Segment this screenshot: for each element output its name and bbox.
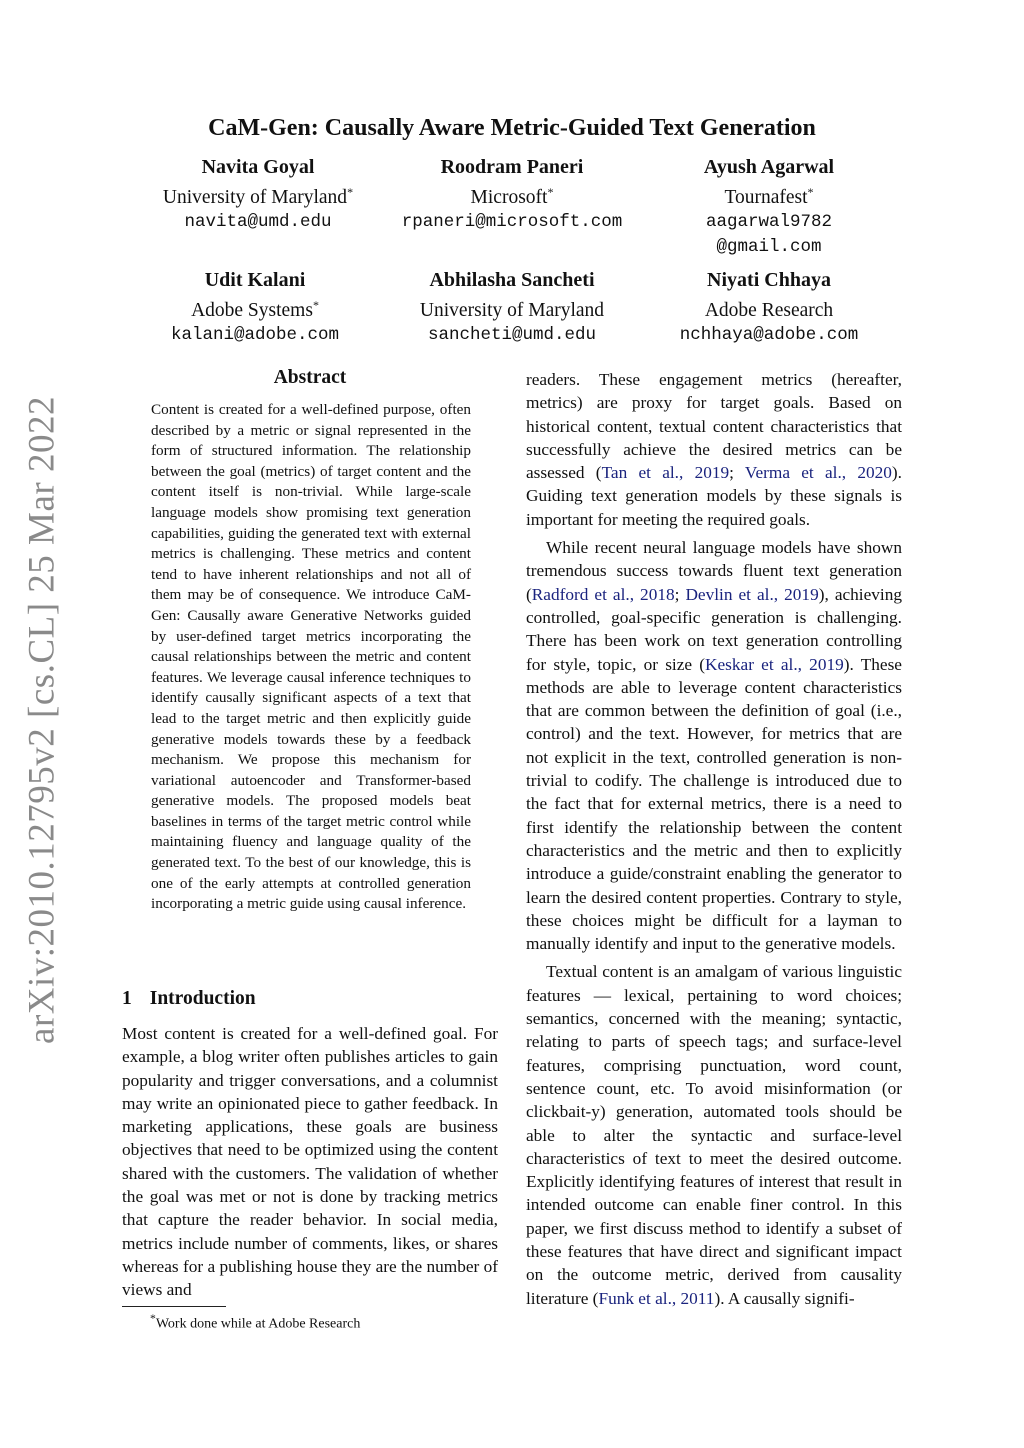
author-affiliation: University of Maryland* bbox=[162, 184, 354, 208]
author-name: Navita Goyal bbox=[201, 156, 315, 178]
author-block bbox=[362, 155, 662, 235]
intro-right-column bbox=[526, 368, 902, 1310]
intro-paragraph: Most content is created for a well-defined goal. For example, a blog writer often publishes articles to gain popularity and trigger conversations, and a columnist may write an opinionated piece to gather feedback. In marketing applications, these goals are business objectives that need to be optimized using the content shared with the customers. The validation of whether the goal was met or not is done by tracking metrics that capture the reader behavior. In social media, metrics include number of comments, likes, or shares whereas for a publishing house they are the number of views and bbox=[122, 1024, 498, 1300]
affiliation-marker: * bbox=[347, 184, 354, 199]
author-affiliation: Microsoft* bbox=[470, 184, 554, 208]
section-heading bbox=[122, 988, 256, 1010]
affiliation-marker: * bbox=[312, 297, 319, 312]
citation-link[interactable]: Funk et al., 2011 bbox=[598, 1288, 715, 1308]
footnote bbox=[150, 1312, 360, 1333]
section-number: 1 bbox=[122, 988, 132, 1009]
author-block bbox=[619, 155, 919, 259]
paper-title: CaM-Gen: Causally Aware Metric-Guided Text Generation bbox=[208, 115, 816, 141]
author-block bbox=[362, 268, 662, 348]
author-affiliation: University of Maryland bbox=[419, 299, 605, 321]
author-affiliation: Tournafest* bbox=[724, 184, 814, 208]
citation-link[interactable]: Verma et al., 2020 bbox=[744, 463, 892, 483]
author-email: navita@umd.edu bbox=[184, 212, 332, 232]
author-name: Roodram Paneri bbox=[440, 156, 584, 178]
author-affiliation: Adobe Research bbox=[704, 299, 834, 321]
author-email: sancheti@umd.edu bbox=[427, 325, 597, 345]
citation-link[interactable]: Radford et al., 2018 bbox=[531, 584, 675, 604]
section-title: Introduction bbox=[149, 988, 256, 1009]
abstract-text: Content is created for a well-defined purpose, often described by a metric or signal represented in the form of structured information. The relationship between the goal (metrics) of target content and the content itself is non-trivial. While large-scale language models show promising text generation capabilities, guiding the generated text with external metrics is challenging. These metrics and content tend to have inherent relationships and not all of them may be of consequence. We introduce CaM-Gen: Causally aware Generative Networks guided by user-defined target metrics incorporating the causal relationships between the metric and content features. We leverage causal inference techniques to identify causally significant aspects of a text that lead to the target metric and then explicitly guide generative models towards these by a feedback mechanism. We propose this mechanism for variational autoencoder and Transformer-based generative models. The proposed models beat baselines in terms of the target metric control while maintaining fluency and language quality of the generated text. To the best of our knowledge, this is one of the early attempts at controlled generation incorporating a metric guide using causal inference. bbox=[151, 401, 471, 913]
affiliation-marker: * bbox=[547, 184, 554, 199]
intro-left-column bbox=[122, 1022, 498, 1302]
author-affiliation: Adobe Systems* bbox=[191, 297, 319, 321]
author-name: Ayush Agarwal bbox=[703, 156, 835, 178]
abstract-heading: Abstract bbox=[273, 367, 347, 388]
author-name: Udit Kalani bbox=[204, 269, 306, 291]
intro-paragraph: readers. These engagement metrics (hereafter, metrics) are proxy for target goals. Based on historical content, textual content characteristics that successfully achieve the desired metrics can be assessed (Tan et al., 2019; Verma et al., 2020). Guiding text generation models by these signals is important for meeting the required goals. bbox=[526, 370, 902, 529]
author-block bbox=[105, 268, 405, 348]
footnote-marker: * bbox=[150, 1312, 156, 1325]
author-email: aagarwal9782 bbox=[705, 212, 833, 232]
intro-paragraph: While recent neural language models have shown tremendous success towards fluent text generation (Radford et al., 2018; Devlin et al., 2019), achieving controlled, goal-specific generation is challenging. There has been work on text generation controlling for style, topic, or size (Keskar et al., 2019). These methods are able to leverage content characteristics that are common between the definition of goal (i.e., control) and the text. However, for metrics that are not explicit in the text, controlled generation is non-trivial to codify. The challenge is introduced due to the fact that for external metrics, there is a need to first identify the relationship between the content characteristics and the metric and then to explicitly introduce a guide/constraint enabling the generator to learn the desired content properties. Contrary to style, these choices might be difficult for a layman to manually identify and input to the generative models. bbox=[526, 538, 902, 954]
footnote-text: Work done while at Adobe Research bbox=[155, 1316, 361, 1332]
author-email: rpaneri@microsoft.com bbox=[401, 212, 623, 232]
arxiv-identifier: arXiv:2010.12795v2 [cs.CL] 25 Mar 2022 bbox=[21, 396, 63, 1044]
intro-paragraph: Textual content is an amalgam of various linguistic features — lexical, pertaining to word choices; semantics, concerned with the meaning; syntactic, relating to parts of speech tags; and surface-level features, comprising punctuation, word count, sentence count, etc. To avoid misinformation (or clickbait-y) generation, automated tools should be able to alter the syntactic and surface-level characteristics of text to meet the desired outcome. Explicitly identifying features of interest that result in intended outcome can enable finer control. In this paper, we first discuss method to identify a subset of these features that have direct and significant impact on the outcome metric, derived from causality literature (Funk et al., 2011). A causally signifi- bbox=[526, 962, 902, 1308]
author-name: Abhilasha Sancheti bbox=[429, 269, 595, 291]
citation-link[interactable]: Keskar et al., 2019 bbox=[705, 654, 844, 674]
author-block bbox=[619, 268, 919, 348]
affiliation-marker: * bbox=[807, 184, 814, 199]
footnote-divider bbox=[122, 1306, 226, 1307]
citation-link[interactable]: Devlin et al., 2019 bbox=[685, 584, 819, 604]
author-email-continued: @gmail.com bbox=[716, 236, 822, 257]
author-name: Niyati Chhaya bbox=[707, 269, 831, 291]
author-email: nchhaya@adobe.com bbox=[679, 325, 859, 345]
author-email: kalani@adobe.com bbox=[170, 325, 340, 345]
citation-link[interactable]: Tan et al., 2019 bbox=[601, 463, 730, 483]
